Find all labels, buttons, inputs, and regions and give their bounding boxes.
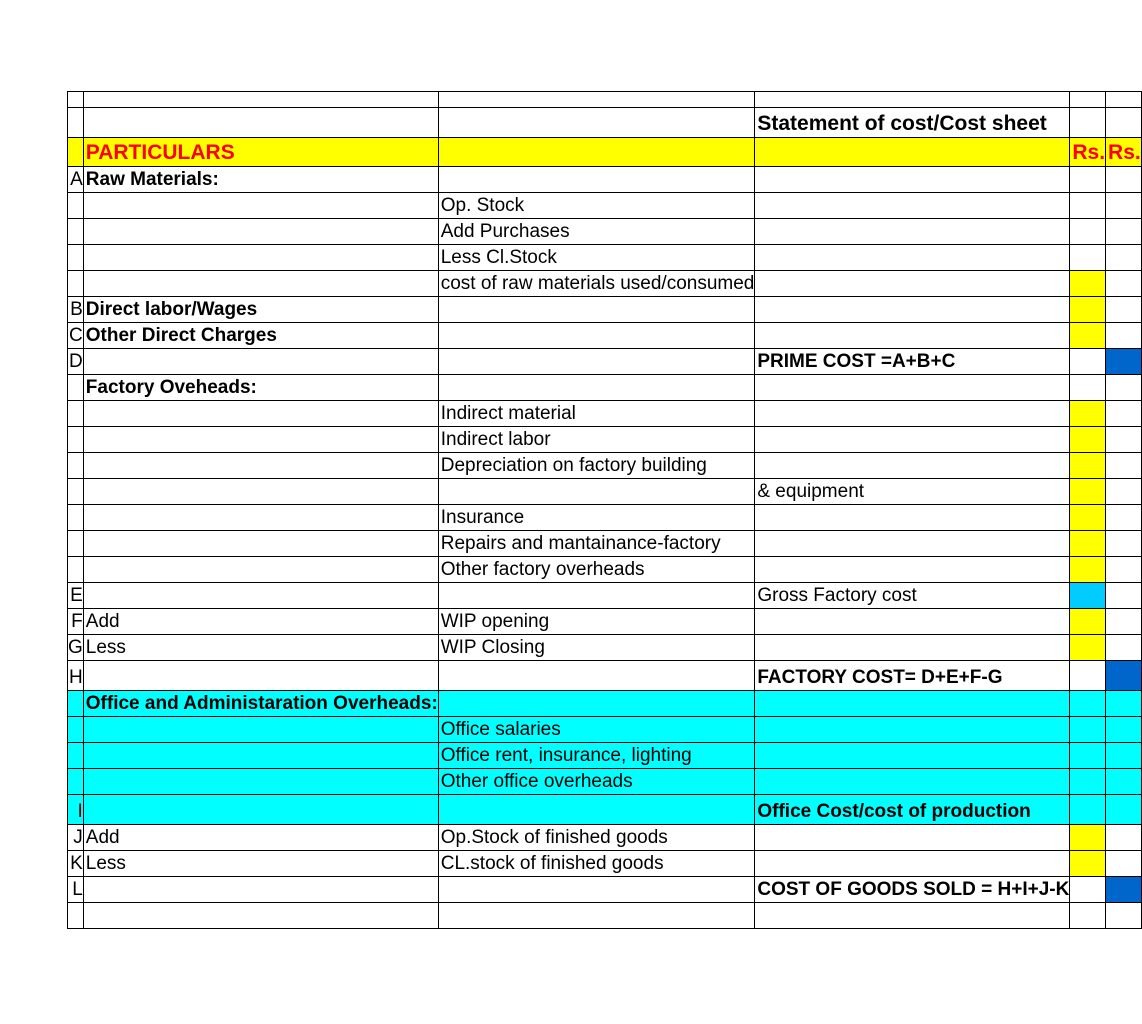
sheet-row: [68, 635, 1142, 661]
cell-c1[interactable]: [83, 479, 438, 505]
cell-rs1[interactable]: [1070, 851, 1106, 877]
cell-rs1[interactable]: [1070, 769, 1106, 795]
cell-rs2[interactable]: [1106, 635, 1142, 661]
row-letter: L: [72, 879, 83, 900]
cell-c3[interactable]: [755, 877, 1070, 903]
row-label: Op. Stock: [440, 195, 525, 216]
cell-c2[interactable]: [438, 583, 755, 609]
sheet-row: [68, 401, 1142, 427]
cell-letter[interactable]: [68, 583, 84, 609]
cell-c1[interactable]: [83, 557, 438, 583]
cell-rs2[interactable]: [1106, 743, 1142, 769]
cell-rs1[interactable]: [1070, 661, 1106, 691]
cell-c3[interactable]: [755, 219, 1070, 245]
cell-rs1[interactable]: [1070, 795, 1106, 825]
cell-c3[interactable]: [755, 531, 1070, 557]
row-label: Less Cl.Stock: [440, 247, 557, 268]
row-label: PRIME COST =A+B+C: [757, 351, 956, 372]
cell-c1[interactable]: [83, 851, 438, 877]
row-label: Depreciation on factory building: [440, 455, 707, 476]
cell-c3[interactable]: [755, 505, 1070, 531]
row-letter: H: [69, 667, 83, 688]
cell-c3[interactable]: [755, 375, 1070, 401]
sheet-row: [68, 557, 1142, 583]
cell-rs2[interactable]: [1106, 219, 1142, 245]
row-label: Indirect material: [440, 403, 576, 424]
row-label: Repairs and mantainance-factory: [440, 533, 721, 554]
cell-c3[interactable]: [755, 167, 1070, 193]
cell[interactable]: [438, 138, 755, 167]
cell-c2[interactable]: [438, 557, 755, 583]
cell-c1[interactable]: [83, 505, 438, 531]
row-label: Factory Oveheads:: [85, 377, 257, 398]
row-label: Op.Stock of finished goods: [440, 827, 668, 848]
row-label: Raw Materials:: [85, 169, 219, 190]
cell-rs2[interactable]: [1106, 691, 1142, 717]
cell-c1[interactable]: [83, 167, 438, 193]
sheet-row: [68, 691, 1142, 717]
cell-rs2[interactable]: [1106, 903, 1142, 929]
row-letter: F: [71, 611, 83, 632]
row-label: Less: [85, 637, 126, 658]
cell-c2[interactable]: [438, 795, 755, 825]
cell-c1[interactable]: [83, 531, 438, 557]
cell-rs1[interactable]: [1070, 401, 1106, 427]
cell-letter[interactable]: [68, 453, 84, 479]
sheet-title: Statement of cost/Cost sheet: [757, 112, 1047, 135]
row-letter: E: [70, 585, 83, 606]
cell-c3[interactable]: [755, 635, 1070, 661]
sheet-row: [68, 297, 1142, 323]
cell-rs2[interactable]: [1106, 505, 1142, 531]
cell-rs1[interactable]: [1070, 691, 1106, 717]
cell-c2[interactable]: [438, 609, 755, 635]
cell-c3[interactable]: [755, 349, 1070, 375]
cell-rs2[interactable]: [1106, 245, 1142, 271]
cell-c2[interactable]: [438, 531, 755, 557]
sheet-row: [68, 795, 1142, 825]
cell-letter[interactable]: [68, 877, 84, 903]
cell-c1[interactable]: [83, 635, 438, 661]
row-letter: D: [69, 351, 83, 372]
row-label: Office Cost/cost of production: [757, 801, 1031, 822]
cell-rs2[interactable]: [1106, 531, 1142, 557]
cell-c3[interactable]: [755, 323, 1070, 349]
cell-c2[interactable]: [438, 825, 755, 851]
row-label: Gross Factory cost: [757, 585, 917, 606]
cell-c3[interactable]: [755, 401, 1070, 427]
cell-c1[interactable]: [83, 609, 438, 635]
cell-c2[interactable]: [438, 743, 755, 769]
row-letter: C: [69, 325, 83, 346]
cell-letter[interactable]: [68, 479, 84, 505]
cell-c1[interactable]: [83, 349, 438, 375]
cell-rs1[interactable]: [1070, 453, 1106, 479]
cell-letter[interactable]: [68, 743, 84, 769]
sheet-row: [68, 851, 1142, 877]
cell-rs2[interactable]: [1106, 323, 1142, 349]
cell-c2[interactable]: [438, 375, 755, 401]
row-letter: A: [70, 169, 83, 190]
sheet-row: [68, 453, 1142, 479]
cost-sheet-body: [68, 92, 1142, 929]
cell-letter[interactable]: [68, 401, 84, 427]
cell-c2[interactable]: [438, 401, 755, 427]
cell-rs2[interactable]: [1106, 427, 1142, 453]
sheet-row: [68, 427, 1142, 453]
cell-c2[interactable]: [438, 453, 755, 479]
sheet-row: [68, 903, 1142, 929]
cell-letter[interactable]: [68, 505, 84, 531]
cell-c1[interactable]: [83, 271, 438, 297]
cell-c1[interactable]: [83, 245, 438, 271]
rs1-header: Rs.: [1072, 141, 1106, 164]
sheet-title-cell[interactable]: [755, 108, 1070, 138]
cell-rs2[interactable]: [1106, 193, 1142, 219]
cell-c3[interactable]: [755, 583, 1070, 609]
row-label: Other office overheads: [440, 771, 633, 792]
cell-c2[interactable]: [438, 167, 755, 193]
cell-letter[interactable]: [68, 557, 84, 583]
cell-letter[interactable]: [68, 193, 84, 219]
cell-c3[interactable]: [755, 271, 1070, 297]
cell-c1[interactable]: [83, 297, 438, 323]
sheet-row: [68, 717, 1142, 743]
cell-c1[interactable]: [83, 903, 438, 929]
cell-rs1[interactable]: [1070, 505, 1106, 531]
row-label: Office rent, insurance, lighting: [440, 745, 692, 766]
cell-letter[interactable]: [68, 825, 84, 851]
cell-rs2[interactable]: [1106, 661, 1142, 691]
cell-c1[interactable]: [83, 583, 438, 609]
cell-c1[interactable]: [83, 743, 438, 769]
cell-rs1[interactable]: [1070, 193, 1106, 219]
sheet-row: [68, 505, 1142, 531]
cell-c2[interactable]: [438, 245, 755, 271]
cell-c2[interactable]: [438, 297, 755, 323]
cell-c1[interactable]: [83, 219, 438, 245]
cell-c3[interactable]: [755, 297, 1070, 323]
rs2-header-cell[interactable]: [1106, 138, 1142, 167]
cell-letter[interactable]: [68, 427, 84, 453]
cell-rs2[interactable]: [1106, 717, 1142, 743]
cell-c1[interactable]: [83, 877, 438, 903]
cell-rs2[interactable]: [1106, 851, 1142, 877]
cell[interactable]: [83, 108, 438, 138]
cell-c1[interactable]: [83, 717, 438, 743]
cell-rs2[interactable]: [1106, 583, 1142, 609]
cell-rs2[interactable]: [1106, 769, 1142, 795]
cell-rs1[interactable]: [1070, 297, 1106, 323]
cell-rs1[interactable]: [1070, 531, 1106, 557]
cell[interactable]: [83, 92, 438, 108]
cell-rs1[interactable]: [1070, 271, 1106, 297]
cell-c3[interactable]: [755, 825, 1070, 851]
particulars-header-cell[interactable]: [83, 138, 438, 167]
cell-c2[interactable]: [438, 903, 755, 929]
cell-c2[interactable]: [438, 219, 755, 245]
cell-c1[interactable]: [83, 453, 438, 479]
sheet-row: [68, 769, 1142, 795]
cell-rs1[interactable]: [1070, 583, 1106, 609]
header-row: [68, 138, 1142, 167]
cell-c1[interactable]: [83, 427, 438, 453]
cell-c1[interactable]: [83, 661, 438, 691]
sheet-row: [68, 375, 1142, 401]
cell-c1[interactable]: [83, 401, 438, 427]
cell-letter[interactable]: [68, 531, 84, 557]
cell-c3[interactable]: [755, 479, 1070, 505]
cell[interactable]: [68, 108, 84, 138]
rs2-header: Rs.: [1108, 141, 1141, 164]
cell-rs1[interactable]: [1070, 557, 1106, 583]
cell-c3[interactable]: [755, 851, 1070, 877]
cell-c2[interactable]: [438, 349, 755, 375]
row-label: CL.stock of finished goods: [440, 853, 664, 874]
cell-c2[interactable]: [438, 661, 755, 691]
sheet-row: [68, 167, 1142, 193]
cell-letter[interactable]: [68, 349, 84, 375]
row-label: Add Purchases: [440, 221, 570, 242]
cell-letter[interactable]: [68, 245, 84, 271]
sheet-row: [68, 743, 1142, 769]
cell-c2[interactable]: [438, 193, 755, 219]
cell-letter[interactable]: [68, 323, 84, 349]
cell-rs2[interactable]: [1106, 557, 1142, 583]
particulars-header: PARTICULARS: [85, 141, 235, 164]
cell-c1[interactable]: [83, 769, 438, 795]
row-label: cost of raw materials used/consumed: [440, 273, 755, 294]
sheet-row: [68, 323, 1142, 349]
row-label: Office and Administaration Overheads:: [85, 693, 438, 714]
cell-rs1[interactable]: [1070, 635, 1106, 661]
cell-c3[interactable]: [755, 691, 1070, 717]
row-letter: I: [77, 801, 83, 822]
cell-c1[interactable]: [83, 193, 438, 219]
row-label: Indirect labor: [440, 429, 551, 450]
sheet-row: [68, 245, 1142, 271]
row-label: WIP Closing: [440, 637, 545, 658]
cell-rs1[interactable]: [1070, 375, 1106, 401]
cell-c3[interactable]: [755, 903, 1070, 929]
cell-letter[interactable]: [68, 635, 84, 661]
cell-rs2[interactable]: [1106, 349, 1142, 375]
cell-c2[interactable]: [438, 769, 755, 795]
cell[interactable]: [1070, 92, 1106, 108]
cell-letter[interactable]: [68, 661, 84, 691]
cell[interactable]: [1106, 92, 1142, 108]
cell[interactable]: [68, 138, 84, 167]
cell-c2[interactable]: [438, 851, 755, 877]
cell-rs2[interactable]: [1106, 609, 1142, 635]
cell[interactable]: [1106, 108, 1142, 138]
cell-rs1[interactable]: [1070, 903, 1106, 929]
sheet-row: [68, 583, 1142, 609]
rs1-header-cell[interactable]: [1070, 138, 1106, 167]
cell-c3[interactable]: [755, 795, 1070, 825]
sheet-row: [68, 219, 1142, 245]
row-letter: B: [70, 299, 83, 320]
cell-letter[interactable]: [68, 769, 84, 795]
cell-rs1[interactable]: [1070, 245, 1106, 271]
row-label: Insurance: [440, 507, 525, 528]
cell-rs2[interactable]: [1106, 453, 1142, 479]
cell[interactable]: [68, 92, 84, 108]
cell-c1[interactable]: [83, 825, 438, 851]
sheet-row: [68, 479, 1142, 505]
cell-c1[interactable]: [83, 795, 438, 825]
row-label: FACTORY COST= D+E+F-G: [757, 667, 1003, 688]
cell-rs1[interactable]: [1070, 609, 1106, 635]
sheet-row: [68, 877, 1142, 903]
cell-c3[interactable]: [755, 193, 1070, 219]
row-label: Add: [85, 611, 120, 632]
sheet-row: [68, 609, 1142, 635]
cell-letter[interactable]: [68, 903, 84, 929]
cell-letter[interactable]: [68, 167, 84, 193]
cell-rs2[interactable]: [1106, 877, 1142, 903]
sheet-row: [68, 661, 1142, 691]
cell-rs2[interactable]: [1106, 479, 1142, 505]
row-letter: J: [73, 827, 83, 848]
sheet-row: [68, 271, 1142, 297]
cell-rs1[interactable]: [1070, 743, 1106, 769]
row-label: Other factory overheads: [440, 559, 645, 580]
cell-letter[interactable]: [68, 795, 84, 825]
row-letter: G: [68, 637, 83, 658]
cell-c3[interactable]: [755, 609, 1070, 635]
cell-c1[interactable]: [83, 323, 438, 349]
cell[interactable]: [1070, 108, 1106, 138]
cell-letter[interactable]: [68, 717, 84, 743]
cell-rs1[interactable]: [1070, 479, 1106, 505]
cell-letter[interactable]: [68, 219, 84, 245]
sheet-row: [68, 349, 1142, 375]
cell-c3[interactable]: [755, 717, 1070, 743]
cell-letter[interactable]: [68, 271, 84, 297]
cell-letter[interactable]: [68, 691, 84, 717]
cell-letter[interactable]: [68, 609, 84, 635]
cell-letter[interactable]: [68, 375, 84, 401]
cell-c3[interactable]: [755, 245, 1070, 271]
cell-c1[interactable]: [83, 691, 438, 717]
row-label: & equipment: [757, 481, 865, 502]
cell-rs1[interactable]: [1070, 219, 1106, 245]
cell-rs2[interactable]: [1106, 401, 1142, 427]
row-label: Less: [85, 853, 126, 874]
cell-c2[interactable]: [438, 271, 755, 297]
cell-c2[interactable]: [438, 635, 755, 661]
blank-top-row: [68, 92, 1142, 108]
cell[interactable]: [755, 92, 1070, 108]
cell-c3[interactable]: [755, 743, 1070, 769]
cell-c2[interactable]: [438, 717, 755, 743]
cell-rs2[interactable]: [1106, 167, 1142, 193]
cell-rs1[interactable]: [1070, 717, 1106, 743]
cell-rs2[interactable]: [1106, 375, 1142, 401]
cell-letter[interactable]: [68, 297, 84, 323]
cell-rs2[interactable]: [1106, 795, 1142, 825]
sheet-row: [68, 825, 1142, 851]
cell[interactable]: [438, 92, 755, 108]
cell[interactable]: [755, 138, 1070, 167]
cell-rs1[interactable]: [1070, 167, 1106, 193]
cell-rs1[interactable]: [1070, 349, 1106, 375]
title-row: [68, 108, 1142, 138]
sheet-row: [68, 531, 1142, 557]
cell-c2[interactable]: [438, 427, 755, 453]
cell-rs1[interactable]: [1070, 323, 1106, 349]
row-label: COST OF GOODS SOLD = H+I+J-K: [757, 879, 1070, 900]
cell[interactable]: [438, 108, 755, 138]
cell-c2[interactable]: [438, 691, 755, 717]
cell-rs2[interactable]: [1106, 297, 1142, 323]
row-letter: K: [70, 853, 83, 874]
cell-c2[interactable]: [438, 323, 755, 349]
cell-rs1[interactable]: [1070, 877, 1106, 903]
cell-c2[interactable]: [438, 505, 755, 531]
row-label: WIP opening: [440, 611, 550, 632]
row-label: Direct labor/Wages: [85, 299, 258, 320]
row-label: Office salaries: [440, 719, 561, 740]
cell-c2[interactable]: [438, 479, 755, 505]
cell-c1[interactable]: [83, 375, 438, 401]
cell-c3[interactable]: [755, 661, 1070, 691]
cell-c3[interactable]: [755, 453, 1070, 479]
cell-rs1[interactable]: [1070, 825, 1106, 851]
cell-c3[interactable]: [755, 427, 1070, 453]
cell-letter[interactable]: [68, 851, 84, 877]
cell-c3[interactable]: [755, 557, 1070, 583]
cell-rs2[interactable]: [1106, 271, 1142, 297]
cell-c3[interactable]: [755, 769, 1070, 795]
cell-rs1[interactable]: [1070, 427, 1106, 453]
row-label: Other Direct Charges: [85, 325, 277, 346]
sheet-row: [68, 193, 1142, 219]
cell-c2[interactable]: [438, 877, 755, 903]
row-label: Add: [85, 827, 120, 848]
cost-sheet-table: [67, 91, 1142, 929]
cell-rs2[interactable]: [1106, 825, 1142, 851]
